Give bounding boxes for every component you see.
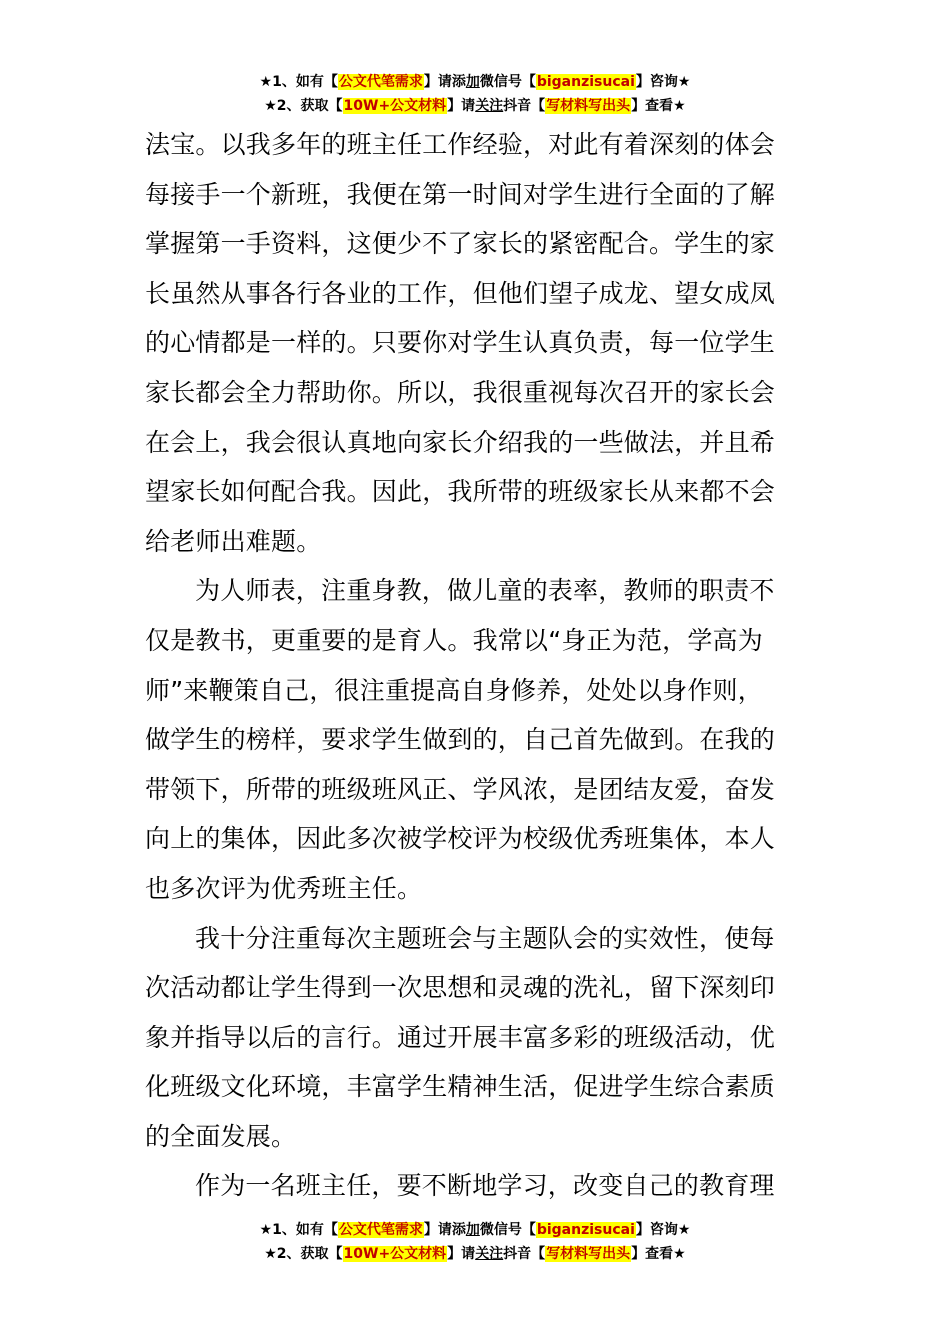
paragraph-start: 作为一名班主任，要不断地学习，改变自己的教育理 [195,1171,775,1201]
text-line: 化班级文化环境，丰富学生精神生活，促进学生综合素质 [145,1072,776,1102]
highlight-douyin: 写材料写出头 [546,98,631,114]
text-line: 在会上，我会很认真地向家长介绍我的一些做法，并且希 [145,427,776,457]
text-line: 次活动都让学生得到一次思想和灵魂的洗礼，留下深刻印 [145,973,776,1003]
highlight-douyin: 写材料写出头 [546,1246,631,1262]
text-line: 每接手一个新班，我便在第一时间对学生进行全面的了解 [145,179,776,209]
text-line: 给老师出难题。 [145,526,322,556]
highlight-wechat-id: biganzisucai [536,74,635,90]
text-line: 仅是教书，更重要的是育人。我常以“身正为范，学高为 [145,625,763,655]
header-banner [0,70,950,118]
text-line: 也多次评为优秀班主任。 [145,873,423,903]
text-line: 向上的集体，因此多次被学校评为校级优秀班集体，本人 [145,824,776,854]
text-line: 的全面发展。 [145,1121,297,1151]
paragraph-start: 为人师表，注重身教，做儿童的表率，教师的职责不 [195,576,775,606]
paragraph-start: 我十分注重每次主题班会与主题队会的实效性，使每 [195,923,775,953]
text-line: 的心情都是一样的。只要你对学生认真负责，每一位学生 [145,328,776,358]
banner-line-2: ★2、获取【10W+公文材料】请关注抖音【写材料写出头】查看★ [264,98,686,114]
banner-line-1: ★1、如有【公文代笔需求】请添加微信号【biganzisucai】咨询★ [259,1222,691,1238]
text-line: 望家长如何配合我。因此，我所带的班级家长从来都不会 [145,477,776,507]
highlight-materials: 10W+公文材料 [343,1246,447,1262]
text-line: 长虽然从事各行各业的工作，但他们望子成龙、望女成凤 [145,278,776,308]
highlight-wechat-id: biganzisucai [536,1222,635,1238]
text-line: 象并指导以后的言行。通过开展丰富多彩的班级活动，优 [145,1022,776,1052]
text-line: 做学生的榜样，要求学生做到的，自己首先做到。在我的 [145,725,776,755]
footer-banner [0,1218,950,1266]
highlight-materials: 10W+公文材料 [343,98,447,114]
banner-line-2: ★2、获取【10W+公文材料】请关注抖音【写材料写出头】查看★ [264,1246,686,1262]
highlight-service: 公文代笔需求 [338,1222,423,1238]
banner-line-1: ★1、如有【公文代笔需求】请添加微信号【biganzisucai】咨询★ [259,74,691,90]
text-line: 带领下，所带的班级班风正、学风浓，是团结友爱，奋发 [145,774,776,804]
highlight-service: 公文代笔需求 [338,74,423,90]
text-line: 掌握第一手资料，这便少不了家长的紧密配合。学生的家 [145,229,776,259]
text-line: 师”来鞭策自己，很注重提高自身修养，处处以身作则， [145,675,763,705]
document-body [145,120,807,1211]
text-line: 家长都会全力帮助你。所以，我很重视每次召开的家长会 [145,377,776,407]
text-line: 法宝。以我多年的班主任工作经验，对此有着深刻的体会 [145,130,776,159]
